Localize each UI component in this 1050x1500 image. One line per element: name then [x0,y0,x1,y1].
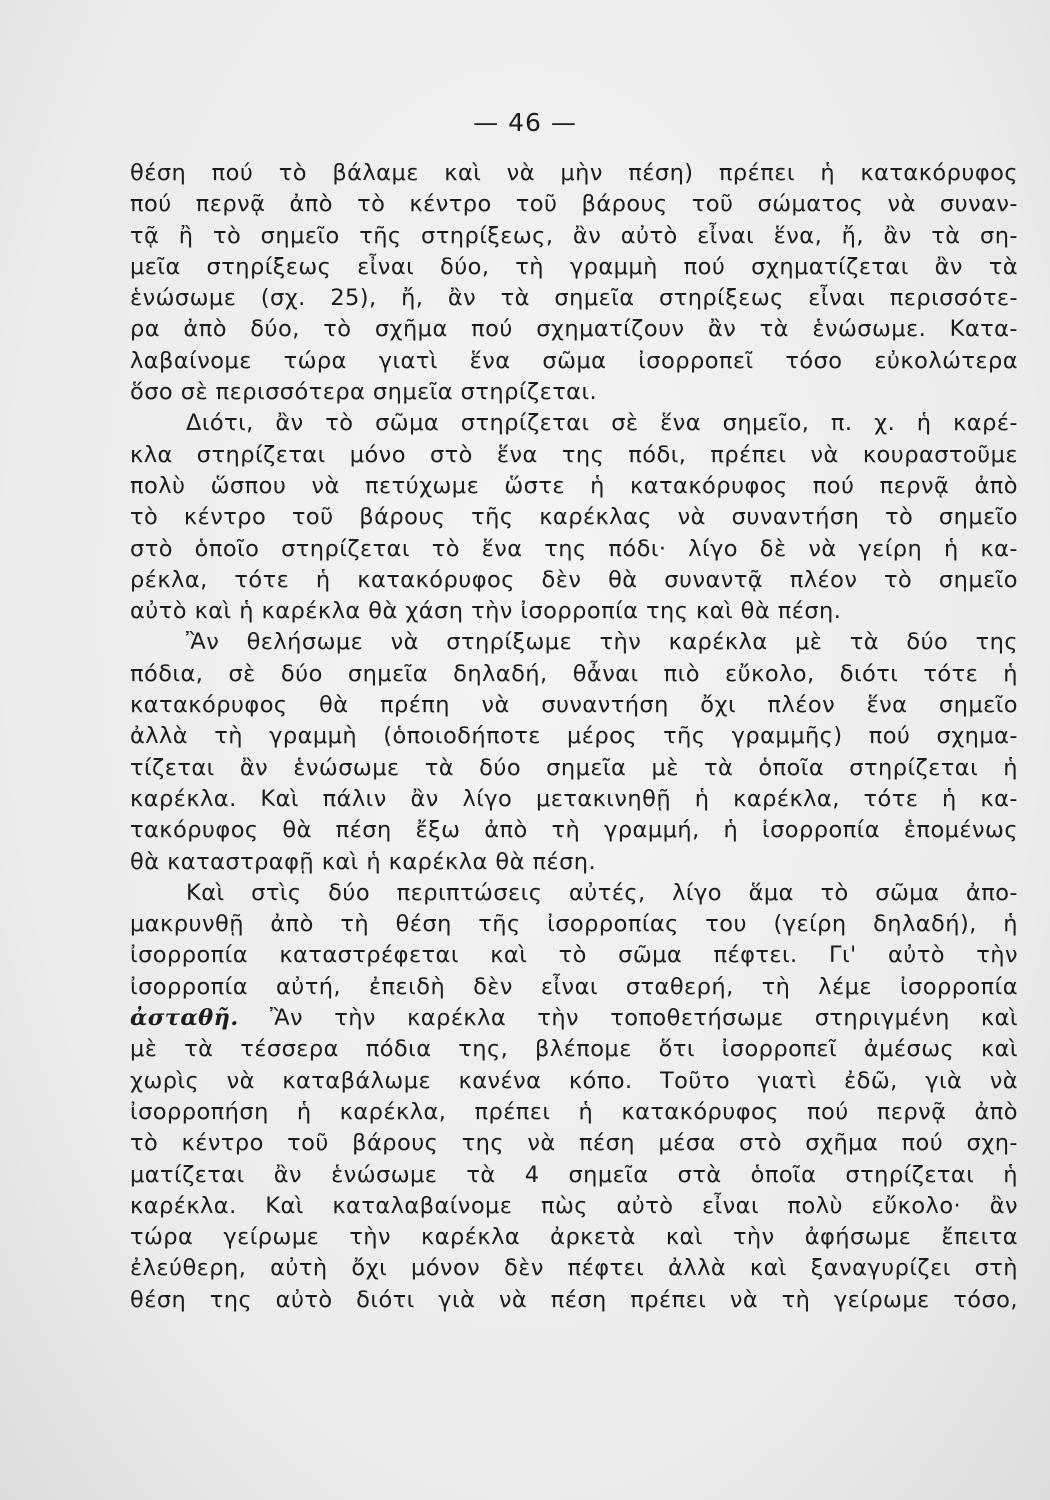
text-line: μεῖα στηρίξεως εἶναι δύο, τὴ γραμμὴ πού σχηματίζεται ἂν τὰ [130,253,1018,280]
text-line: χωρὶς νὰ καταβάλωμε κανένα κόπο. Τοῦτο γιατὶ ἐδῶ, γιὰ νὰ [130,1067,1018,1094]
emphasized-term: ἀσταθῆ. [130,1005,239,1032]
paragraph-3 [130,627,1018,877]
text-line: ὅσο σὲ περισσότερα σημεῖα στηρίζεται. [130,379,598,406]
paragraph-2 [130,408,1018,627]
text-line: κατακόρυφος θὰ πρέπη νὰ συναντήση ὄχι πλέον ἕνα σημεῖο [130,692,1018,719]
body-text [130,158,1018,1316]
text-line: Ἂν θελήσωμε νὰ στηρίξωμε τὴν καρέκλα μὲ τὰ δύο της [186,629,1018,656]
text-line: ἀλλὰ τὴ γραμμὴ (ὁποιοδήποτε μέρος τῆς γραμμῆς) πού σχημα- [130,723,1018,750]
text-line: τώρα γείρωμε τὴν καρέκλα ἀρκετὰ καὶ τὴν ἀφήσωμε ἔπειτα [130,1224,1018,1251]
text-line: ἑνώσωμε (σχ. 25), ἤ, ἂν τὰ σημεῖα στηρίξεως εἶναι περισσότε- [130,285,1018,312]
page-number: — 46 — [473,108,577,137]
text-line: θέση της αὐτὸ διότι γιὰ νὰ πέση πρέπει νὰ τὴ γείρωμε τόσο, [130,1286,1018,1313]
text-line: θὰ καταστραφῇ καὶ ἡ καρέκλα θὰ πέση. [130,848,597,875]
text-line-with-emphasis [130,1003,1018,1034]
text-line: καρέκλα. Καὶ πάλιν ἂν λίγο μετακινηθῇ ἡ καρέκλα, τότε ἡ κα- [130,785,1018,812]
text-line: καρέκλα. Καὶ καταλαβαίνομε πὼς αὐτὸ εἶναι πολὺ εὔκολο· ἂν [130,1192,1018,1219]
text-fragment: Ἂν τὴν καρέκλα τὴν τοποθετήσωμε στηριγμένη καὶ [238,1005,1018,1032]
text-line: Διότι, ἂν τὸ σῶμα στηρίζεται σὲ ἕνα σημεῖο, π. χ. ἡ καρέ- [186,410,1018,437]
text-line: πολὺ ὥσπου νὰ πετύχωμε ὥστε ἡ κατακόρυφος πού περνᾷ ἀπὸ [130,472,1018,499]
text-line: τὸ κέντρο τοῦ βάρους τῆς καρέκλας νὰ συναντήση τὸ σημεῖο [130,504,1018,531]
text-line: θέση πού τὸ βάλαμε καὶ νὰ μὴν πέση) πρέπει ἡ κατακόρυφος [130,160,1018,186]
text-line: αὐτὸ καὶ ἡ καρέκλα θὰ χάση τὴν ἰσορροπία της καὶ θὰ πέση. [130,598,842,625]
text-line: μακρυνθῇ ἀπὸ τὴ θέση τῆς ἰσορροπίας του (γείρη δηλαδή), ἡ [130,911,1018,938]
text-line: ρα ἀπὸ δύο, τὸ σχῆμα πού σχηματίζουν ἂν τὰ ἑνώσωμε. Κατα- [130,316,1018,343]
text-line: πόδια, σὲ δύο σημεῖα δηλαδή, θἆναι πιὸ εὔκολο, διότι τότε ἡ [130,660,1018,687]
text-line: κλα στηρίζεται μόνο στὸ ἕνα της πόδι, πρέπει νὰ κουραστοῦμε [130,441,1018,468]
text-line: πού περνᾷ ἀπὸ τὸ κέντρο τοῦ βάρους τοῦ σώματος νὰ συναν- [130,191,1018,218]
text-line: μὲ τὰ τέσσερα πόδια της, βλέπομε ὅτι ἰσορροπεῖ ἀμέσως καὶ [130,1036,1018,1063]
paragraph-1 [130,158,1018,408]
text-line: τὸ κέντρο τοῦ βάρους της νὰ πέση μέσα στὸ σχῆμα πού σχη- [130,1130,1018,1157]
text-line: ἐλεύθερη, αὐτὴ ὄχι μόνον δὲν πέφτει ἀλλὰ καὶ ξαναγυρίζει στὴ [130,1255,1018,1282]
text-line: ρέκλα, τότε ἡ κατακόρυφος δὲν θὰ συναντᾷ πλέον τὸ σημεῖο [130,566,1018,593]
paragraph-4 [130,878,1018,1316]
text-line: ματίζεται ἂν ἑνώσωμε τὰ 4 σημεῖα στὰ ὁποῖα στηρίζεται ἡ [130,1161,1018,1188]
text-line: ἰσορροπία αὐτή, ἐπειδὴ δὲν εἶναι σταθερή, τὴ λέμε ἰσορροπία [130,973,1018,1000]
text-line: Καὶ στὶς δύο περιπτώσεις αὐτές, λίγο ἅμα τὸ σῶμα ἀπο- [186,879,1018,906]
text-line: τακόρυφος θὰ πέση ἔξω ἀπὸ τὴ γραμμή, ἡ ἰσορροπία ἑπομένως [130,817,1018,844]
text-line: ἰσορροπία καταστρέφεται καὶ τὸ σῶμα πέφτει. Γι' αὐτὸ τὴν [130,942,1018,969]
text-line: ἰσορροπήση ἡ καρέκλα, πρέπει ἡ κατακόρυφος πού περνᾷ ἀπὸ [130,1098,1018,1125]
text-line: λαβαίνομε τώρα γιατὶ ἕνα σῶμα ἰσορροπεῖ τόσο εὐκολώτερα [130,347,1018,374]
text-line: τᾷ ἢ τὸ σημεῖο τῆς στηρίξεως, ἂν αὐτὸ εἶναι ἕνα, ἤ, ἂν τὰ ση- [130,222,1018,249]
text-line: τίζεται ἂν ἑνώσωμε τὰ δύο σημεῖα μὲ τὰ ὁποῖα στηρίζεται ἡ [130,754,1018,781]
text-line: στὸ ὁποῖο στηρίζεται τὸ ἕνα της πόδι· λίγο δὲ νὰ γείρη ἡ κα- [130,535,1018,562]
